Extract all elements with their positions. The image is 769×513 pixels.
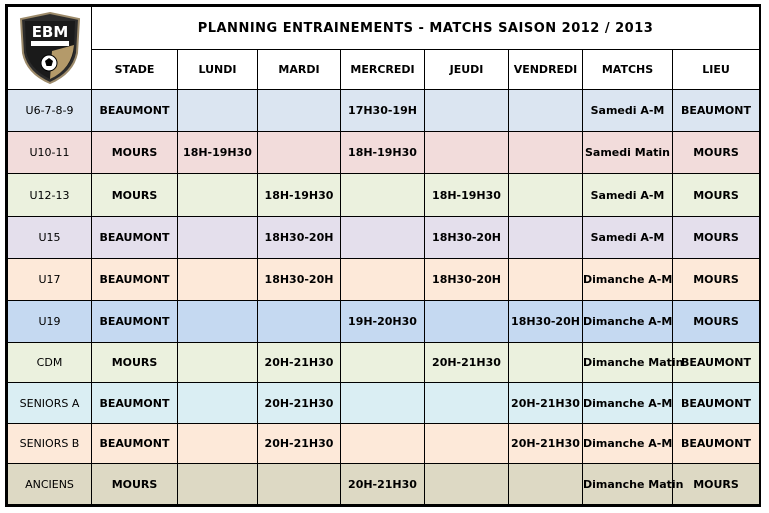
team-name: U6-7-8-9 bbox=[8, 90, 92, 132]
cell-matchs: Samedi A-M bbox=[583, 174, 673, 217]
logo-text: EBM bbox=[31, 23, 68, 41]
column-header-mercredi: MERCREDI bbox=[341, 50, 425, 90]
cell-stade: MOURS bbox=[92, 132, 178, 174]
cell-mercredi bbox=[341, 424, 425, 464]
cell-lieu: BEAUMONT bbox=[673, 424, 760, 464]
page-title: PLANNING ENTRAINEMENTS - MATCHS SAISON 2012 / 2013 bbox=[92, 7, 760, 50]
cell-vendredi bbox=[509, 343, 583, 383]
cell-mercredi bbox=[341, 383, 425, 424]
schedule-table bbox=[7, 6, 760, 505]
cell-lieu: MOURS bbox=[673, 464, 760, 505]
cell-mardi bbox=[258, 464, 341, 505]
cell-vendredi bbox=[509, 132, 583, 174]
column-header-vendredi: VENDREDI bbox=[509, 50, 583, 90]
cell-mercredi bbox=[341, 174, 425, 217]
cell-matchs: Dimanche Matin bbox=[583, 464, 673, 505]
cell-jeudi bbox=[425, 301, 509, 343]
team-name: U15 bbox=[8, 217, 92, 259]
cell-lieu: MOURS bbox=[673, 301, 760, 343]
club-logo bbox=[8, 7, 92, 90]
cell-matchs: Dimanche A-M bbox=[583, 383, 673, 424]
table-row bbox=[8, 424, 760, 464]
cell-vendredi: 20H-21H30 bbox=[509, 424, 583, 464]
cell-jeudi: 18H-19H30 bbox=[425, 174, 509, 217]
cell-stade: MOURS bbox=[92, 343, 178, 383]
cell-stade: MOURS bbox=[92, 464, 178, 505]
cell-jeudi: 18H30-20H bbox=[425, 217, 509, 259]
column-header-lundi: LUNDI bbox=[178, 50, 258, 90]
table-row bbox=[8, 343, 760, 383]
cell-vendredi: 20H-21H30 bbox=[509, 383, 583, 424]
column-header-mardi: MARDI bbox=[258, 50, 341, 90]
cell-mercredi: 20H-21H30 bbox=[341, 464, 425, 505]
cell-mardi: 20H-21H30 bbox=[258, 343, 341, 383]
team-name: ANCIENS bbox=[8, 464, 92, 505]
cell-lieu: BEAUMONT bbox=[673, 90, 760, 132]
cell-mardi bbox=[258, 90, 341, 132]
table-row bbox=[8, 132, 760, 174]
table-row bbox=[8, 90, 760, 132]
cell-stade: BEAUMONT bbox=[92, 259, 178, 301]
table-row bbox=[8, 174, 760, 217]
team-name: SENIORS A bbox=[8, 383, 92, 424]
cell-vendredi bbox=[509, 464, 583, 505]
cell-lundi bbox=[178, 343, 258, 383]
cell-mercredi bbox=[341, 343, 425, 383]
cell-mardi bbox=[258, 132, 341, 174]
table-row bbox=[8, 259, 760, 301]
team-name: U19 bbox=[8, 301, 92, 343]
cell-lundi bbox=[178, 424, 258, 464]
cell-mercredi: 17H30-19H bbox=[341, 90, 425, 132]
cell-vendredi bbox=[509, 259, 583, 301]
cell-jeudi bbox=[425, 132, 509, 174]
cell-matchs: Samedi A-M bbox=[583, 217, 673, 259]
column-header-lieu: LIEU bbox=[673, 50, 760, 90]
cell-lundi bbox=[178, 90, 258, 132]
cell-lieu: MOURS bbox=[673, 259, 760, 301]
cell-lieu: MOURS bbox=[673, 174, 760, 217]
cell-mardi bbox=[258, 301, 341, 343]
cell-lundi bbox=[178, 464, 258, 505]
football-crest-icon bbox=[17, 11, 83, 85]
cell-jeudi: 20H-21H30 bbox=[425, 343, 509, 383]
table-row bbox=[8, 464, 760, 505]
team-name: U12-13 bbox=[8, 174, 92, 217]
cell-matchs: Samedi A-M bbox=[583, 90, 673, 132]
table-row bbox=[8, 217, 760, 259]
cell-matchs: Samedi Matin bbox=[583, 132, 673, 174]
cell-stade: BEAUMONT bbox=[92, 90, 178, 132]
cell-mercredi bbox=[341, 259, 425, 301]
cell-mardi: 20H-21H30 bbox=[258, 424, 341, 464]
cell-lieu: BEAUMONT bbox=[673, 343, 760, 383]
cell-matchs: Dimanche A-M bbox=[583, 259, 673, 301]
cell-stade: BEAUMONT bbox=[92, 217, 178, 259]
cell-mardi: 18H-19H30 bbox=[258, 174, 341, 217]
cell-lundi bbox=[178, 301, 258, 343]
cell-matchs: Dimanche A-M bbox=[583, 424, 673, 464]
cell-lundi bbox=[178, 259, 258, 301]
cell-stade: MOURS bbox=[92, 174, 178, 217]
cell-matchs: Dimanche A-M bbox=[583, 301, 673, 343]
column-header-stade: STADE bbox=[92, 50, 178, 90]
cell-mercredi: 19H-20H30 bbox=[341, 301, 425, 343]
table-row bbox=[8, 383, 760, 424]
cell-lieu: MOURS bbox=[673, 217, 760, 259]
cell-mardi: 20H-21H30 bbox=[258, 383, 341, 424]
cell-matchs: Dimanche Matin bbox=[583, 343, 673, 383]
cell-jeudi bbox=[425, 383, 509, 424]
cell-jeudi bbox=[425, 424, 509, 464]
cell-lundi: 18H-19H30 bbox=[178, 132, 258, 174]
cell-vendredi bbox=[509, 217, 583, 259]
header-row bbox=[8, 50, 760, 90]
cell-lieu: MOURS bbox=[673, 132, 760, 174]
cell-lundi bbox=[178, 217, 258, 259]
cell-mardi: 18H30-20H bbox=[258, 259, 341, 301]
cell-mercredi bbox=[341, 217, 425, 259]
team-name: SENIORS B bbox=[8, 424, 92, 464]
cell-jeudi bbox=[425, 464, 509, 505]
cell-lieu: BEAUMONT bbox=[673, 383, 760, 424]
team-name: U10-11 bbox=[8, 132, 92, 174]
cell-mardi: 18H30-20H bbox=[258, 217, 341, 259]
cell-lundi bbox=[178, 174, 258, 217]
cell-lundi bbox=[178, 383, 258, 424]
cell-stade: BEAUMONT bbox=[92, 301, 178, 343]
cell-jeudi bbox=[425, 90, 509, 132]
column-header-matchs: MATCHS bbox=[583, 50, 673, 90]
cell-mercredi: 18H-19H30 bbox=[341, 132, 425, 174]
team-name: U17 bbox=[8, 259, 92, 301]
column-header-jeudi: JEUDI bbox=[425, 50, 509, 90]
cell-stade: BEAUMONT bbox=[92, 383, 178, 424]
table-row bbox=[8, 301, 760, 343]
cell-stade: BEAUMONT bbox=[92, 424, 178, 464]
cell-vendredi bbox=[509, 90, 583, 132]
cell-jeudi: 18H30-20H bbox=[425, 259, 509, 301]
cell-vendredi: 18H30-20H bbox=[509, 301, 583, 343]
cell-vendredi bbox=[509, 174, 583, 217]
team-name: CDM bbox=[8, 343, 92, 383]
schedule-sheet bbox=[5, 4, 761, 507]
